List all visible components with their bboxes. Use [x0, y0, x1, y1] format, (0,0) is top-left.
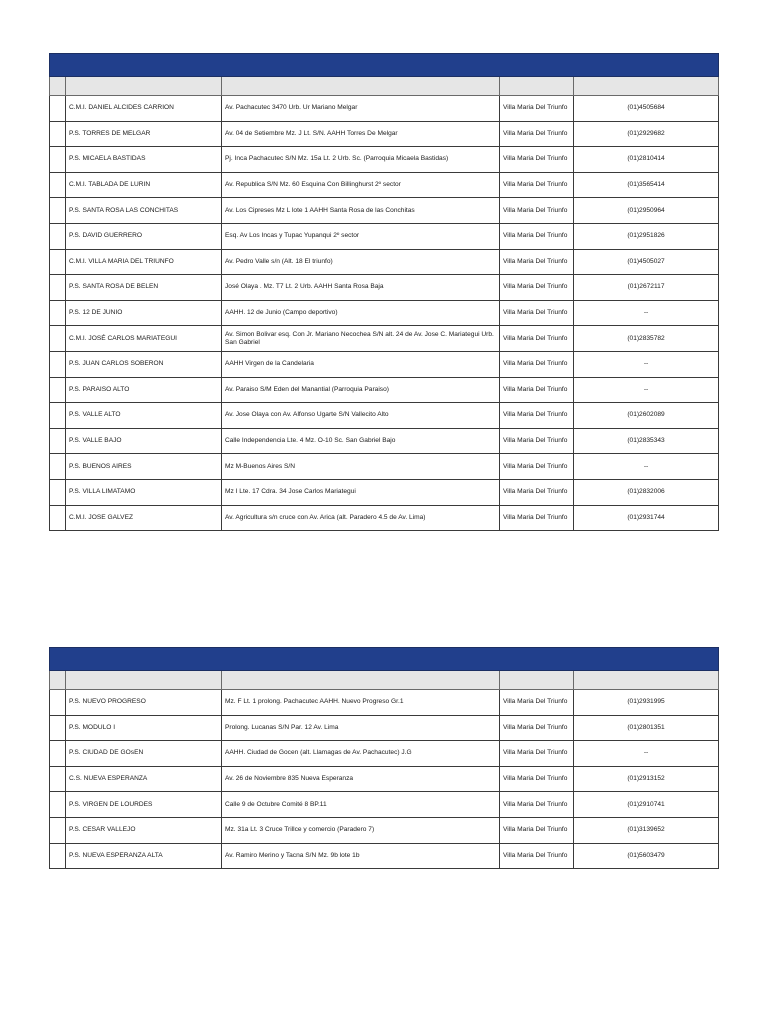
table-banner-cell: [50, 54, 719, 77]
district-cell: Villa Maria Del Triunfo: [500, 479, 574, 505]
district-cell: Villa Maria Del Triunfo: [500, 690, 574, 716]
address-cell: Av. Pachacutec 3470 Urb. Ur Mariano Melgar: [222, 96, 500, 122]
district-cell: Villa Maria Del Triunfo: [500, 172, 574, 198]
facility-name-cell: P.S. DAVID GUERRERO: [66, 223, 222, 249]
table-row: [50, 275, 719, 301]
table-row: [50, 326, 719, 352]
table-row: [50, 817, 719, 843]
table-banner: [50, 648, 719, 671]
table-header-row: [50, 671, 719, 690]
address-cell: José Olaya . Mz. T7 Lt. 2 Urb. AAHH Santa Rosa Baja: [222, 275, 500, 301]
address-cell: Calle Independencia Lte. 4 Mz. O-10 Sc. San Gabriel Bajo: [222, 428, 500, 454]
phone-cell: (01)3565414: [574, 172, 719, 198]
phone-cell: (01)2832006: [574, 479, 719, 505]
facility-name-cell: C.M.I. JOSÉ CARLOS MARIATEGUI: [66, 326, 222, 352]
district-cell: Villa Maria Del Triunfo: [500, 249, 574, 275]
table-row: [50, 249, 719, 275]
district-cell: Villa Maria Del Triunfo: [500, 121, 574, 147]
facility-name-cell: P.S. MICAELA BASTIDAS: [66, 147, 222, 173]
header-cell-index: [50, 671, 66, 690]
facility-name-cell: P.S. CESAR VALLEJO: [66, 817, 222, 843]
facility-name-cell: C.M.I. VILLA MARIA DEL TRIUNFO: [66, 249, 222, 275]
row-index-cell: [50, 275, 66, 301]
row-index-cell: [50, 96, 66, 122]
table-row: [50, 121, 719, 147]
facility-name-cell: C.M.I. TABLADA DE LURIN: [66, 172, 222, 198]
address-cell: Av. Jose Olaya con Av. Alfonso Ugarte S/N Vallecito Alto: [222, 403, 500, 429]
phone-cell: (01)2931995: [574, 690, 719, 716]
district-cell: Villa Maria Del Triunfo: [500, 741, 574, 767]
row-index-cell: [50, 843, 66, 869]
facility-name-cell: C.S. NUEVA ESPERANZA: [66, 766, 222, 792]
district-cell: Villa Maria Del Triunfo: [500, 377, 574, 403]
header-cell-name: [66, 77, 222, 96]
address-cell: Pj. Inca Pachacutec S/N Mz. 15a Lt. 2 Urb. Sc. (Parroquia Micaela Bastidas): [222, 147, 500, 173]
table-row: [50, 351, 719, 377]
row-index-cell: [50, 223, 66, 249]
address-cell: Av. Los Cipreses Mz L lote 1 AAHH Santa Rosa de las Conchitas: [222, 198, 500, 224]
phone-cell: (01)5603479: [574, 843, 719, 869]
facility-name-cell: P.S. VIRGEN DE LOURDES: [66, 792, 222, 818]
address-cell: AAHH. Ciudad de Gocen (alt. Llamagas de Av. Pachacutec) J.G: [222, 741, 500, 767]
district-cell: Villa Maria Del Triunfo: [500, 326, 574, 352]
district-cell: Villa Maria Del Triunfo: [500, 96, 574, 122]
address-cell: Av. Agricultura s/n cruce con Av. Arica (alt. Paradero 4.5 de Av. Lima): [222, 505, 500, 531]
address-cell: Calle 9 de Octubre Comité 8 BP.11: [222, 792, 500, 818]
district-cell: Villa Maria Del Triunfo: [500, 351, 574, 377]
row-index-cell: [50, 766, 66, 792]
address-cell: Esq. Av Los Incas y Tupac Yupanqui 2º sector: [222, 223, 500, 249]
facility-name-cell: P.S. NUEVO PROGRESO: [66, 690, 222, 716]
table-row: [50, 741, 719, 767]
facility-name-cell: P.S. SANTA ROSA LAS CONCHITAS: [66, 198, 222, 224]
district-cell: Villa Maria Del Triunfo: [500, 792, 574, 818]
table-row: [50, 223, 719, 249]
table-row: [50, 147, 719, 173]
phone-cell: (01)2931744: [574, 505, 719, 531]
address-cell: Av. Ramiro Merino y Tacna S/N Mz. 9b lote 1b: [222, 843, 500, 869]
row-index-cell: [50, 172, 66, 198]
table-row: [50, 96, 719, 122]
facility-name-cell: P.S. VALLE BAJO: [66, 428, 222, 454]
facility-name-cell: P.S. MODULO I: [66, 715, 222, 741]
district-cell: Villa Maria Del Triunfo: [500, 275, 574, 301]
phone-cell: (01)2672117: [574, 275, 719, 301]
facility-name-cell: P.S. CIUDAD DE GOsEN: [66, 741, 222, 767]
facility-name-cell: P.S. SANTA ROSA DE BELEN: [66, 275, 222, 301]
district-cell: Villa Maria Del Triunfo: [500, 843, 574, 869]
phone-cell: (01)2910741: [574, 792, 719, 818]
address-cell: Av. 26 de Noviembre 835 Nueva Esperanza: [222, 766, 500, 792]
address-cell: AAHH Virgen de la Candelaria: [222, 351, 500, 377]
header-cell-phone: [574, 671, 719, 690]
row-index-cell: [50, 479, 66, 505]
row-index-cell: [50, 351, 66, 377]
address-cell: Av. Republica S/N Mz. 60 Esquina Con Billinghurst 2º sector: [222, 172, 500, 198]
table-row: [50, 172, 719, 198]
address-cell: AAHH. 12 de Junio (Campo deportivo): [222, 300, 500, 326]
row-index-cell: [50, 428, 66, 454]
row-index-cell: [50, 300, 66, 326]
district-cell: Villa Maria Del Triunfo: [500, 223, 574, 249]
row-index-cell: [50, 377, 66, 403]
facility-name-cell: P.S. JUAN CARLOS SOBERON: [66, 351, 222, 377]
phone-cell: (01)3139652: [574, 817, 719, 843]
phone-cell: (01)2810414: [574, 147, 719, 173]
table-header-row: [50, 77, 719, 96]
address-cell: Av. Paraiso S/M Eden del Manantial (Parroquia Paraiso): [222, 377, 500, 403]
phone-cell: (01)2835343: [574, 428, 719, 454]
district-cell: Villa Maria Del Triunfo: [500, 505, 574, 531]
row-index-cell: [50, 198, 66, 224]
district-cell: Villa Maria Del Triunfo: [500, 454, 574, 480]
district-cell: Villa Maria Del Triunfo: [500, 147, 574, 173]
header-cell-index: [50, 77, 66, 96]
address-cell: Mz I Lte. 17 Cdra. 34 Jose Carlos Mariategui: [222, 479, 500, 505]
facility-name-cell: P.S. PARAISO ALTO: [66, 377, 222, 403]
row-index-cell: [50, 403, 66, 429]
phone-cell: (01)2950964: [574, 198, 719, 224]
phone-cell: (01)2801351: [574, 715, 719, 741]
row-index-cell: [50, 715, 66, 741]
table-row: [50, 792, 719, 818]
health-centers-table-1: [49, 53, 719, 531]
phone-cell: --: [574, 454, 719, 480]
phone-cell: --: [574, 741, 719, 767]
table-row: [50, 690, 719, 716]
table-row: [50, 479, 719, 505]
district-cell: Villa Maria Del Triunfo: [500, 817, 574, 843]
table-banner: [50, 54, 719, 77]
facility-name-cell: C.M.I. JOSE GALVEZ: [66, 505, 222, 531]
district-cell: Villa Maria Del Triunfo: [500, 198, 574, 224]
address-cell: Av. 04 de Setiembre Mz. J Lt. S/N. AAHH Torres De Melgar: [222, 121, 500, 147]
header-cell-district: [500, 77, 574, 96]
phone-cell: --: [574, 351, 719, 377]
table-row: [50, 454, 719, 480]
facility-name-cell: P.S. VILLA LIMATAMO: [66, 479, 222, 505]
table-row: [50, 198, 719, 224]
phone-cell: (01)4505027: [574, 249, 719, 275]
facility-name-cell: P.S. VALLE ALTO: [66, 403, 222, 429]
facility-name-cell: P.S. BUENOS AIRES: [66, 454, 222, 480]
facility-name-cell: P.S. 12 DE JUNIO: [66, 300, 222, 326]
row-index-cell: [50, 690, 66, 716]
district-cell: Villa Maria Del Triunfo: [500, 766, 574, 792]
header-cell-address: [222, 671, 500, 690]
health-centers-table-2: [49, 647, 719, 869]
address-cell: Av. Simon Bolivar esq. Con Jr. Mariano Necochea S/N alt. 24 de Av. Jose C. Mariategui Urb. San Gabriel: [222, 326, 500, 352]
table-row: [50, 377, 719, 403]
facility-name-cell: P.S. TORRES DE MELGAR: [66, 121, 222, 147]
phone-cell: (01)2929682: [574, 121, 719, 147]
phone-cell: (01)2913152: [574, 766, 719, 792]
table-row: [50, 403, 719, 429]
header-cell-name: [66, 671, 222, 690]
table-row: [50, 715, 719, 741]
district-cell: Villa Maria Del Triunfo: [500, 428, 574, 454]
row-index-cell: [50, 741, 66, 767]
district-cell: Villa Maria Del Triunfo: [500, 403, 574, 429]
table-row: [50, 843, 719, 869]
address-cell: Av. Pedro Valle s/n (Alt. 18 El triunfo): [222, 249, 500, 275]
row-index-cell: [50, 792, 66, 818]
phone-cell: (01)2835782: [574, 326, 719, 352]
facility-name-cell: P.S. NUEVA ESPERANZA ALTA: [66, 843, 222, 869]
district-cell: Villa Maria Del Triunfo: [500, 300, 574, 326]
row-index-cell: [50, 454, 66, 480]
phone-cell: (01)4505684: [574, 96, 719, 122]
facility-name-cell: C.M.I. DANIEL ALCIDES CARRION: [66, 96, 222, 122]
header-cell-district: [500, 671, 574, 690]
table-banner-cell: [50, 648, 719, 671]
district-cell: Villa Maria Del Triunfo: [500, 715, 574, 741]
phone-cell: --: [574, 300, 719, 326]
table-row: [50, 766, 719, 792]
address-cell: Mz. F Lt. 1 prolong. Pachacutec AAHH. Nuevo Progreso Gr.1: [222, 690, 500, 716]
table-row: [50, 505, 719, 531]
row-index-cell: [50, 121, 66, 147]
address-cell: Prolong. Lucanas S/N Par. 12 Av. Lima: [222, 715, 500, 741]
header-cell-phone: [574, 77, 719, 96]
address-cell: Mz M-Buenos Aires S/N: [222, 454, 500, 480]
row-index-cell: [50, 249, 66, 275]
row-index-cell: [50, 817, 66, 843]
row-index-cell: [50, 505, 66, 531]
table-row: [50, 428, 719, 454]
row-index-cell: [50, 147, 66, 173]
table-row: [50, 300, 719, 326]
address-cell: Mz. 31a Lt. 3 Cruce Trillce y comercio (Paradero 7): [222, 817, 500, 843]
header-cell-address: [222, 77, 500, 96]
phone-cell: --: [574, 377, 719, 403]
phone-cell: (01)2602089: [574, 403, 719, 429]
phone-cell: (01)2951826: [574, 223, 719, 249]
row-index-cell: [50, 326, 66, 352]
